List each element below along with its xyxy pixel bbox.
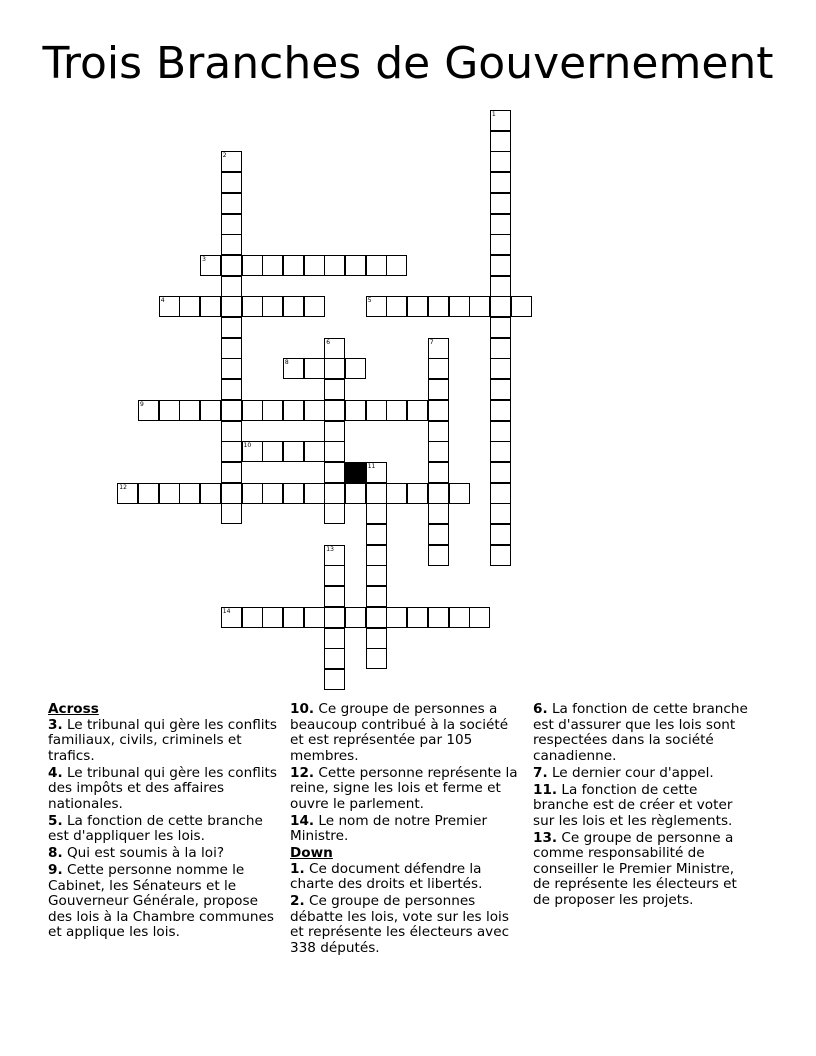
crossword-cell[interactable]: [366, 255, 387, 276]
clue-text: Ce groupe de personnes a beaucoup contribué à la société et est représentée par 105 membres.: [290, 701, 509, 764]
crossword-cell[interactable]: [283, 483, 304, 504]
crossword-cell[interactable]: [221, 358, 242, 379]
crossword-cell[interactable]: [324, 607, 345, 628]
cell-number: 12: [119, 483, 127, 491]
crossword-cell[interactable]: [490, 131, 511, 152]
crossword-cell[interactable]: [345, 400, 366, 421]
clue-text: Le tribunal qui gère les conflits familiaux, civils, criminels et trafics.: [48, 716, 277, 764]
crossword-cell[interactable]: [283, 255, 304, 276]
crossword-cell[interactable]: [304, 358, 325, 379]
clue-text: Ce groupe de personne a comme responsabilité de conseiller le Premier Ministre, de représente les électeurs et de proposer les projets.: [533, 829, 737, 908]
crossword-cell[interactable]: [242, 400, 263, 421]
crossword-cell[interactable]: [366, 296, 387, 317]
clue-number: 9.: [48, 862, 63, 878]
crossword-cell[interactable]: [324, 379, 345, 400]
crossword-cell[interactable]: [490, 338, 511, 359]
crossword-cell[interactable]: [428, 400, 449, 421]
crossword-cell[interactable]: [262, 483, 283, 504]
crossword-cell[interactable]: [490, 296, 511, 317]
crossword-cell[interactable]: [324, 628, 345, 649]
crossword-cell[interactable]: [324, 421, 345, 442]
crossword-cell[interactable]: [490, 172, 511, 193]
crossword-cell[interactable]: [366, 524, 387, 545]
crossword-cell[interactable]: [366, 565, 387, 586]
clues-column-2: [290, 702, 526, 958]
crossword-cell[interactable]: [200, 296, 221, 317]
clue-text: Le tribunal qui gère les conflits des impôts et des affaires nationales.: [48, 764, 277, 812]
clue-text: Le nom de notre Premier Ministre.: [290, 812, 488, 844]
clue-text: La fonction de cette branche est d'assurer que les lois sont respectées dans la société canadienne.: [533, 701, 748, 764]
crossword-cell[interactable]: [366, 400, 387, 421]
crossword-cell[interactable]: [490, 255, 511, 276]
black-square: [345, 462, 366, 483]
crossword-cell[interactable]: [366, 648, 387, 669]
clue-text: Qui est soumis à la loi?: [66, 845, 225, 861]
down-clue-2: [290, 894, 526, 956]
crossword-cell[interactable]: [304, 441, 325, 462]
crossword-cell[interactable]: [221, 503, 242, 524]
crossword-cell[interactable]: [324, 358, 345, 379]
across-clue-9: [48, 863, 282, 941]
crossword-cell[interactable]: [221, 172, 242, 193]
crossword-cell[interactable]: [407, 296, 428, 317]
cell-number: 1: [491, 111, 496, 118]
crossword-cell[interactable]: [366, 586, 387, 607]
crossword-cell[interactable]: [200, 483, 221, 504]
down-clue-6: [533, 702, 755, 764]
crossword-cell[interactable]: [428, 358, 449, 379]
clue-number: 1.: [290, 860, 305, 877]
crossword-cell[interactable]: [490, 151, 511, 172]
crossword-cell[interactable]: [242, 483, 263, 504]
crossword-cell[interactable]: [304, 255, 325, 276]
crossword-cell[interactable]: [490, 110, 511, 131]
crossword-cell[interactable]: [386, 255, 407, 276]
cell-number: 14: [222, 607, 231, 615]
crossword-cell[interactable]: [324, 462, 345, 483]
crossword-cell[interactable]: [490, 234, 511, 255]
clue-text: La fonction de cette branche est d'appliquer les lois.: [48, 812, 263, 844]
clue-number: 6.: [533, 701, 548, 717]
crossword-cell[interactable]: [262, 255, 283, 276]
across-clue-10: [290, 702, 526, 764]
crossword-cell[interactable]: [283, 296, 304, 317]
crossword-cell[interactable]: [386, 607, 407, 628]
crossword-cell[interactable]: [345, 358, 366, 379]
crossword-cell[interactable]: [221, 296, 242, 317]
crossword-cell[interactable]: [242, 607, 263, 628]
crossword-cell[interactable]: [345, 483, 366, 504]
crossword-cell[interactable]: [242, 255, 263, 276]
cell-number: 6: [326, 338, 331, 346]
crossword-cell[interactable]: [449, 483, 470, 504]
clue-number: 8.: [48, 845, 63, 861]
crossword-cell[interactable]: [490, 317, 511, 338]
crossword-cell[interactable]: [283, 441, 304, 462]
crossword-cell[interactable]: [221, 607, 242, 628]
crossword-cell[interactable]: [221, 214, 242, 235]
cell-number: 7: [429, 338, 434, 346]
crossword-cell[interactable]: [324, 400, 345, 421]
down-clue-13: [533, 831, 755, 909]
crossword-cell[interactable]: [469, 607, 490, 628]
clue-text: La fonction de cette branche est de créer et voter sur les lois et les règlements.: [533, 781, 733, 829]
clue-number: 12.: [290, 764, 315, 781]
down-clue-11: [533, 783, 755, 830]
crossword-cell[interactable]: [242, 296, 263, 317]
crossword-cell[interactable]: [490, 400, 511, 421]
crossword-cell[interactable]: [428, 545, 449, 566]
crossword-cell[interactable]: [324, 503, 345, 524]
across-heading: Across: [48, 701, 99, 717]
crossword-cell[interactable]: [304, 296, 325, 317]
crossword-cell[interactable]: [490, 379, 511, 400]
crossword-cell[interactable]: [304, 400, 325, 421]
clues-column-1: [48, 702, 282, 942]
crossword-cell[interactable]: [324, 669, 345, 690]
down-clue-7: [533, 766, 755, 782]
crossword-cell[interactable]: [428, 379, 449, 400]
clue-number: 10.: [290, 701, 315, 717]
across-clue-14: [290, 814, 526, 845]
crossword-cell[interactable]: [428, 483, 449, 504]
clue-number: 11.: [533, 781, 558, 798]
clue-number: 14.: [290, 812, 315, 829]
crossword-cell[interactable]: [179, 400, 200, 421]
crossword-cell[interactable]: [366, 628, 387, 649]
crossword-cell[interactable]: [221, 276, 242, 297]
crossword-cell[interactable]: [262, 296, 283, 317]
crossword-cell[interactable]: [386, 400, 407, 421]
crossword-cell[interactable]: [179, 296, 200, 317]
crossword-cell[interactable]: [366, 462, 387, 483]
crossword-cell[interactable]: [221, 483, 242, 504]
crossword-cell[interactable]: [221, 151, 242, 172]
crossword-cell[interactable]: [407, 400, 428, 421]
crossword-cell[interactable]: [221, 338, 242, 359]
crossword-cell[interactable]: [428, 462, 449, 483]
crossword-cell[interactable]: [324, 441, 345, 462]
crossword-cell[interactable]: [221, 255, 242, 276]
crossword-cell[interactable]: [366, 545, 387, 566]
down-clue-1: [290, 862, 526, 893]
crossword-cell[interactable]: [428, 607, 449, 628]
crossword-cell[interactable]: [159, 400, 180, 421]
crossword-cell[interactable]: [200, 400, 221, 421]
crossword-cell[interactable]: [221, 441, 242, 462]
clue-text: Ce document défendre la charte des droits et libertés.: [290, 860, 483, 892]
crossword-cell[interactable]: [221, 234, 242, 255]
crossword-cell[interactable]: [428, 503, 449, 524]
clue-number: 13.: [533, 829, 558, 846]
clue-text: Ce groupe de personnes débatte les lois, vote sur les lois et représente les électeurs avec 338 députés.: [290, 893, 510, 956]
cell-number: 3: [202, 255, 206, 263]
crossword-cell[interactable]: [179, 483, 200, 504]
cell-number: 10: [243, 442, 252, 450]
crossword-cell[interactable]: [304, 607, 325, 628]
across-clue-3: [48, 718, 282, 765]
crossword-cell[interactable]: [428, 338, 449, 359]
crossword-cell[interactable]: [159, 296, 180, 317]
crossword-cell[interactable]: [324, 586, 345, 607]
crossword-cell[interactable]: [490, 441, 511, 462]
clue-number: 5.: [48, 812, 63, 829]
crossword-cell[interactable]: [221, 421, 242, 442]
crossword-cell[interactable]: [490, 503, 511, 524]
crossword-cell[interactable]: [386, 483, 407, 504]
crossword-cell[interactable]: [490, 276, 511, 297]
across-clue-8: [48, 846, 282, 862]
crossword-cell[interactable]: [490, 421, 511, 442]
cell-number: 13: [326, 545, 334, 553]
crossword-cell[interactable]: [324, 255, 345, 276]
cell-number: 11: [367, 462, 376, 470]
crossword-cell[interactable]: [242, 441, 263, 462]
cell-number: 4: [160, 297, 165, 305]
clue-text: Cette personne représente la reine, signe les lois et ferme et ouvre le parlement.: [290, 764, 518, 812]
crossword-cell[interactable]: [324, 338, 345, 359]
crossword-cell[interactable]: [366, 483, 387, 504]
crossword-cell[interactable]: [407, 607, 428, 628]
crossword-cell[interactable]: [345, 607, 366, 628]
crossword-cell[interactable]: [262, 400, 283, 421]
crossword-cell[interactable]: [407, 483, 428, 504]
crossword-cell[interactable]: [490, 462, 511, 483]
clue-number: 3.: [48, 716, 63, 733]
cell-number: 9: [140, 400, 144, 408]
crossword-cell[interactable]: [324, 648, 345, 669]
crossword-cell[interactable]: [469, 296, 490, 317]
crossword-cell[interactable]: [366, 607, 387, 628]
crossword-cell[interactable]: [262, 607, 283, 628]
clue-number: 2.: [290, 893, 305, 909]
crossword-cell[interactable]: [324, 545, 345, 566]
crossword-cell[interactable]: [490, 214, 511, 235]
crossword-cell[interactable]: [428, 296, 449, 317]
cell-number: 2: [222, 152, 227, 160]
crossword-cell[interactable]: [138, 400, 159, 421]
crossword-cell[interactable]: [490, 545, 511, 566]
clue-text: Cette personne nomme le Cabinet, les Sénateurs et le Gouverneur Générale, propose des lois à la Chambre communes et applique les lois.: [48, 862, 274, 940]
crossword-cell[interactable]: [262, 441, 283, 462]
crossword-cell[interactable]: [386, 296, 407, 317]
crossword-cell[interactable]: [511, 296, 532, 317]
crossword-cell[interactable]: [490, 483, 511, 504]
crossword-cell[interactable]: [490, 358, 511, 379]
crossword-cell[interactable]: [117, 483, 138, 504]
crossword-cell[interactable]: [490, 524, 511, 545]
crossword-cell[interactable]: [221, 379, 242, 400]
crossword-cell[interactable]: [200, 255, 221, 276]
crossword-cell[interactable]: [345, 255, 366, 276]
across-clue-5: [48, 814, 282, 845]
down-heading: Down: [290, 845, 333, 861]
across-clue-4: [48, 766, 282, 813]
puzzle-title: Trois Branches de Gouvernement: [42, 38, 774, 89]
crossword-cell[interactable]: [428, 524, 449, 545]
crossword-cell[interactable]: [221, 400, 242, 421]
crossword-cell[interactable]: [304, 483, 325, 504]
crossword-cell[interactable]: [428, 441, 449, 462]
crossword-cell[interactable]: [283, 358, 304, 379]
clue-number: 7.: [533, 764, 548, 781]
crossword-cell[interactable]: [449, 296, 470, 317]
crossword-cell[interactable]: [283, 400, 304, 421]
clues-column-3: [533, 702, 755, 910]
crossword-cell[interactable]: [283, 607, 304, 628]
crossword-cell[interactable]: [221, 193, 242, 214]
crossword-cell[interactable]: [449, 607, 470, 628]
crossword-cell[interactable]: [324, 483, 345, 504]
cell-number: 5: [367, 297, 372, 305]
crossword-cell[interactable]: [138, 483, 159, 504]
crossword-cell[interactable]: [221, 462, 242, 483]
crossword-cell[interactable]: [490, 193, 511, 214]
across-clue-12: [290, 766, 526, 813]
clue-text: Le dernier cour d'appel.: [551, 764, 714, 781]
crossword-cell[interactable]: [221, 317, 242, 338]
crossword-cell[interactable]: [324, 565, 345, 586]
crossword-cell[interactable]: [366, 503, 387, 524]
crossword-cell[interactable]: [428, 421, 449, 442]
cell-number: 8: [284, 359, 289, 367]
crossword-cell[interactable]: [159, 483, 180, 504]
clue-number: 4.: [48, 764, 63, 781]
